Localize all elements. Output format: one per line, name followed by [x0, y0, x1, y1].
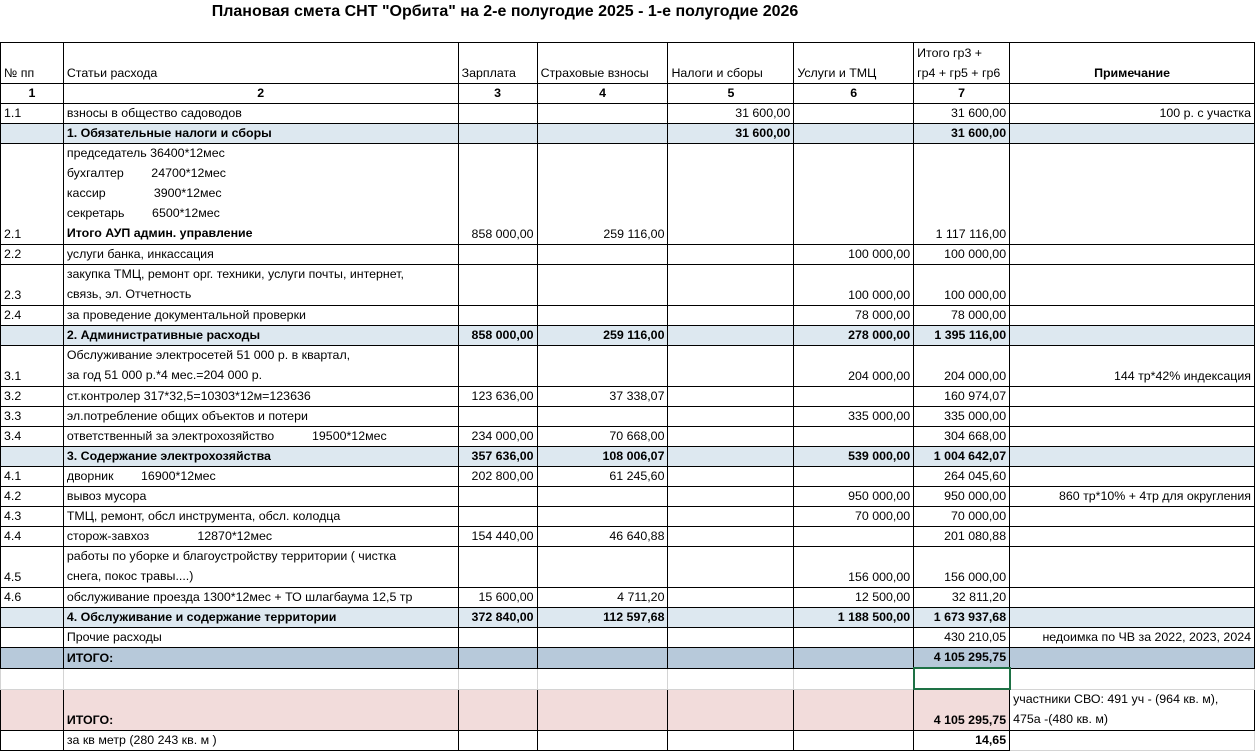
- row-salary[interactable]: 15 600,00: [458, 588, 537, 608]
- row-item[interactable]: 4. Обслуживание и содержание территории: [63, 608, 458, 628]
- row-total[interactable]: 304 668,00: [914, 427, 1010, 447]
- row-item[interactable]: сторож-завхоз 12870*12мес: [63, 527, 458, 547]
- cell[interactable]: [458, 507, 537, 527]
- cell[interactable]: [537, 648, 668, 669]
- header-row: [1, 43, 1255, 84]
- cell[interactable]: [668, 588, 794, 608]
- cell[interactable]: [668, 507, 794, 527]
- cell[interactable]: [458, 124, 537, 144]
- row-insurance[interactable]: 37 338,07: [537, 387, 668, 407]
- header-total-line2: гр4 + гр5 + гр6: [917, 66, 1001, 80]
- row-salary[interactable]: 154 440,00: [458, 527, 537, 547]
- cell[interactable]: [668, 547, 794, 588]
- row-item-line: закупка ТМЦ, ремонт орг. техники, услуги почты, интернет,: [66, 267, 404, 281]
- row-item[interactable]: услуги банка, инкассация: [63, 245, 458, 265]
- cell[interactable]: [1010, 387, 1255, 407]
- row-item-line: Обслуживание электросетей 51 000 р. в квартал,: [66, 348, 351, 362]
- cell[interactable]: [668, 527, 794, 547]
- row-item[interactable]: обслуживание проезда 1300*12мес + ТО шлагбаума 12,5 тр: [63, 588, 458, 608]
- row-num[interactable]: 3.4: [1, 427, 64, 447]
- row-total[interactable]: 14,65: [914, 730, 1010, 750]
- row-salary[interactable]: 202 800,00: [458, 467, 537, 487]
- row-services[interactable]: 278 000,00: [794, 326, 914, 346]
- cell[interactable]: [1010, 668, 1255, 689]
- header-total[interactable]: [914, 43, 1010, 84]
- cell[interactable]: [1, 447, 64, 467]
- header-num[interactable]: № пп: [1, 43, 64, 84]
- row-salary[interactable]: 123 636,00: [458, 387, 537, 407]
- row-item[interactable]: ИТОГО:: [63, 648, 458, 669]
- row-insurance[interactable]: 259 116,00: [537, 144, 668, 245]
- note-line: участники СВО: 491 уч - (964 кв. м),: [1013, 691, 1219, 706]
- cell[interactable]: [794, 668, 914, 689]
- table-row: [1, 527, 1255, 547]
- staff-line: председатель 36400*12мес: [66, 146, 225, 160]
- cell[interactable]: [1010, 84, 1255, 104]
- row-services[interactable]: 950 000,00: [794, 487, 914, 507]
- row-total[interactable]: 950 000,00: [914, 487, 1010, 507]
- cell[interactable]: [794, 144, 914, 245]
- table-row: [1, 588, 1255, 608]
- row-taxes[interactable]: 31 600,00: [668, 104, 794, 124]
- row-num[interactable]: 3.3: [1, 407, 64, 427]
- cell[interactable]: [668, 407, 794, 427]
- row-services[interactable]: 12 500,00: [794, 588, 914, 608]
- row-total[interactable]: 4 105 295,75: [914, 689, 1010, 730]
- cell[interactable]: [537, 407, 668, 427]
- cell[interactable]: [1010, 407, 1255, 427]
- table-row: [1, 387, 1255, 407]
- subtotal-row: [1, 608, 1255, 628]
- table-row: [1, 346, 1255, 387]
- cell[interactable]: [458, 407, 537, 427]
- col-number[interactable]: 7: [914, 84, 1010, 104]
- cell[interactable]: [1010, 265, 1255, 306]
- cell[interactable]: [537, 265, 668, 306]
- cell[interactable]: [537, 668, 668, 689]
- note-line: 475а -(480 кв. м): [1013, 711, 1109, 726]
- row-item[interactable]: 3. Содержание электрохозяйства: [63, 447, 458, 467]
- row-item[interactable]: [63, 265, 458, 306]
- cell[interactable]: [458, 547, 537, 588]
- row-total[interactable]: 1 673 937,68: [914, 608, 1010, 628]
- row-item-line: работы по уборке и благоустройству территории ( чистка: [66, 549, 397, 563]
- row-total[interactable]: 156 000,00: [914, 547, 1010, 588]
- row-item[interactable]: [63, 144, 458, 245]
- row-insurance[interactable]: 46 640,88: [537, 527, 668, 547]
- cell[interactable]: [1010, 447, 1255, 467]
- cell[interactable]: [537, 104, 668, 124]
- row-num[interactable]: 2.3: [1, 265, 64, 306]
- row-services[interactable]: 335 000,00: [794, 407, 914, 427]
- row-num[interactable]: 2.4: [1, 306, 64, 326]
- cell[interactable]: [537, 547, 668, 588]
- table-row: [1, 507, 1255, 527]
- cell[interactable]: [1010, 527, 1255, 547]
- row-item[interactable]: ИТОГО:: [63, 689, 458, 730]
- cell[interactable]: [668, 668, 794, 689]
- empty-row: [1, 668, 1255, 689]
- row-item-line: снега, покос травы....): [66, 569, 194, 583]
- row-salary[interactable]: 372 840,00: [458, 608, 537, 628]
- cell[interactable]: [1010, 547, 1255, 588]
- cell[interactable]: [1, 648, 64, 669]
- header-taxes[interactable]: Налоги и сборы: [668, 43, 794, 84]
- row-item[interactable]: дворник 16900*12мес: [63, 467, 458, 487]
- row-item-line: за год 51 000 р.*4 мес.=204 000 р.: [66, 368, 263, 382]
- cell[interactable]: [458, 245, 537, 265]
- cell[interactable]: [1, 689, 64, 730]
- cell[interactable]: [458, 648, 537, 669]
- cell[interactable]: [1010, 427, 1255, 447]
- subtotal-row: [1, 124, 1255, 144]
- row-total[interactable]: 100 000,00: [914, 245, 1010, 265]
- row-salary[interactable]: 234 000,00: [458, 427, 537, 447]
- row-item[interactable]: 1. Обязательные налоги и сборы: [63, 124, 458, 144]
- col-number[interactable]: 2: [63, 84, 458, 104]
- row-num[interactable]: 2.1: [1, 144, 64, 245]
- row-num[interactable]: 4.1: [1, 467, 64, 487]
- table-row: [1, 245, 1255, 265]
- row-total[interactable]: 204 000,00: [914, 346, 1010, 387]
- grand-total-row: [1, 648, 1255, 669]
- staff-line: кассир 3900*12мес: [66, 186, 222, 200]
- cell[interactable]: [668, 648, 794, 669]
- row-salary[interactable]: 858 000,00: [458, 326, 537, 346]
- row-item[interactable]: [63, 547, 458, 588]
- row-item[interactable]: ответственный за электрохозяйство 19500*12мес: [63, 427, 458, 447]
- subtotal-row: [1, 447, 1255, 467]
- row-num[interactable]: 1.1: [1, 104, 64, 124]
- cell[interactable]: [668, 467, 794, 487]
- cell[interactable]: [1010, 588, 1255, 608]
- row-insurance[interactable]: 4 711,20: [537, 588, 668, 608]
- cell[interactable]: [1010, 245, 1255, 265]
- cell[interactable]: [1, 730, 64, 750]
- cell[interactable]: [668, 245, 794, 265]
- table-row: [1, 730, 1255, 750]
- row-taxes[interactable]: 31 600,00: [668, 124, 794, 144]
- table-row: [1, 467, 1255, 487]
- cell[interactable]: [458, 628, 537, 648]
- row-num[interactable]: 4.2: [1, 487, 64, 507]
- col-number[interactable]: 1: [1, 84, 64, 104]
- cell[interactable]: [537, 245, 668, 265]
- row-item[interactable]: ст.контролер 317*32,5=10303*12м=123636: [63, 387, 458, 407]
- cell[interactable]: [668, 608, 794, 628]
- cell[interactable]: [537, 306, 668, 326]
- row-item[interactable]: Прочие расходы: [63, 628, 458, 648]
- row-num[interactable]: 3.1: [1, 346, 64, 387]
- row-item[interactable]: 2. Административные расходы: [63, 326, 458, 346]
- row-num[interactable]: 4.5: [1, 547, 64, 588]
- header-item[interactable]: Статьи расхода: [63, 43, 458, 84]
- row-total[interactable]: 335 000,00: [914, 407, 1010, 427]
- header-total-line1: Итого гр3 +: [917, 46, 983, 60]
- selected-cell[interactable]: [914, 668, 1010, 689]
- row-services[interactable]: 539 000,00: [794, 447, 914, 467]
- cell[interactable]: [537, 689, 668, 730]
- row-services[interactable]: 204 000,00: [794, 346, 914, 387]
- cell[interactable]: [794, 628, 914, 648]
- cell[interactable]: [794, 467, 914, 487]
- row-total[interactable]: 264 045,60: [914, 467, 1010, 487]
- cell[interactable]: [63, 668, 458, 689]
- cell[interactable]: [668, 730, 794, 750]
- cell[interactable]: [1, 668, 64, 689]
- cell[interactable]: [1010, 730, 1255, 750]
- header-note[interactable]: Примечание: [1010, 43, 1255, 84]
- row-services[interactable]: 156 000,00: [794, 547, 914, 588]
- row-insurance[interactable]: 108 006,07: [537, 447, 668, 467]
- row-note[interactable]: 860 тр*10% + 4тр для округления: [1010, 487, 1255, 507]
- row-num[interactable]: 2.2: [1, 245, 64, 265]
- row-note[interactable]: недоимка по ЧВ за 2022, 2023, 2024: [1010, 628, 1255, 648]
- row-total[interactable]: 430 210,05: [914, 628, 1010, 648]
- row-services[interactable]: 1 188 500,00: [794, 608, 914, 628]
- cell[interactable]: [458, 487, 537, 507]
- row-num[interactable]: 4.6: [1, 588, 64, 608]
- cell[interactable]: [794, 527, 914, 547]
- cell[interactable]: [794, 387, 914, 407]
- row-item[interactable]: эл.потребление общих объектов и потери: [63, 407, 458, 427]
- col-number[interactable]: 5: [668, 84, 794, 104]
- row-total[interactable]: 4 105 295,75: [914, 648, 1010, 669]
- cell[interactable]: [1010, 124, 1255, 144]
- staff-line: бухгалтер 24700*12мес: [66, 166, 226, 180]
- table-row: [1, 104, 1255, 124]
- cell[interactable]: [1010, 648, 1255, 669]
- row-total[interactable]: 32 811,20: [914, 588, 1010, 608]
- row-salary[interactable]: 858 000,00: [458, 144, 537, 245]
- row-note[interactable]: 100 р. с участка: [1010, 104, 1255, 124]
- row-total[interactable]: 1 004 642,07: [914, 447, 1010, 467]
- cell[interactable]: [794, 427, 914, 447]
- cell[interactable]: [1, 608, 64, 628]
- table-row: [1, 547, 1255, 588]
- table-row: [1, 407, 1255, 427]
- row-item[interactable]: за проведение документальной проверки: [63, 306, 458, 326]
- row-services[interactable]: 100 000,00: [794, 265, 914, 306]
- table-row: [1, 487, 1255, 507]
- cell[interactable]: [537, 124, 668, 144]
- cell[interactable]: [458, 689, 537, 730]
- cell[interactable]: [458, 265, 537, 306]
- cell[interactable]: [794, 104, 914, 124]
- col-number[interactable]: 6: [794, 84, 914, 104]
- total-row-pink: [1, 689, 1255, 730]
- col-number[interactable]: 3: [458, 84, 537, 104]
- row-total[interactable]: 1 117 116,00: [914, 144, 1010, 245]
- row-item[interactable]: [63, 346, 458, 387]
- cell[interactable]: [458, 730, 537, 750]
- row-services[interactable]: 100 000,00: [794, 245, 914, 265]
- cell[interactable]: [537, 507, 668, 527]
- cell[interactable]: [458, 346, 537, 387]
- cell[interactable]: [668, 628, 794, 648]
- sheet-title: Плановая смета СНТ "Орбита" на 2-е полугодие 2025 - 1-е полугодие 2026: [211, 3, 799, 20]
- row-services[interactable]: 78 000,00: [794, 306, 914, 326]
- row-total[interactable]: 31 600,00: [914, 104, 1010, 124]
- row-total[interactable]: 201 080,88: [914, 527, 1010, 547]
- cell[interactable]: [1010, 326, 1255, 346]
- row-item[interactable]: за кв метр (280 243 кв. м ): [63, 730, 458, 750]
- cell[interactable]: [1, 628, 64, 648]
- column-number-row: [1, 84, 1255, 104]
- row-total[interactable]: 31 600,00: [914, 124, 1010, 144]
- cell[interactable]: [1010, 608, 1255, 628]
- header-insurance[interactable]: Страховые взносы: [537, 43, 668, 84]
- cell[interactable]: [668, 346, 794, 387]
- row-note[interactable]: 144 тр*42% индексация: [1010, 346, 1255, 387]
- cell[interactable]: [458, 104, 537, 124]
- row-item-label: Итого АУП админ. управление: [66, 226, 253, 240]
- cell[interactable]: [794, 648, 914, 669]
- table-row: [1, 427, 1255, 447]
- row-total[interactable]: 1 395 116,00: [914, 326, 1010, 346]
- row-insurance[interactable]: 112 597,68: [537, 608, 668, 628]
- cell[interactable]: [668, 689, 794, 730]
- header-salary[interactable]: Зарплата: [458, 43, 537, 84]
- cell[interactable]: [537, 628, 668, 648]
- cell[interactable]: [668, 306, 794, 326]
- table-row: [1, 144, 1255, 245]
- row-salary[interactable]: 357 636,00: [458, 447, 537, 467]
- cell[interactable]: [668, 427, 794, 447]
- col-number[interactable]: 4: [537, 84, 668, 104]
- cell[interactable]: [458, 668, 537, 689]
- subtotal-row: [1, 326, 1255, 346]
- cell[interactable]: [458, 306, 537, 326]
- row-note[interactable]: [1010, 689, 1255, 730]
- estimate-table: [0, 42, 1255, 751]
- row-total[interactable]: 78 000,00: [914, 306, 1010, 326]
- table-row: [1, 628, 1255, 648]
- cell[interactable]: [668, 265, 794, 306]
- row-total[interactable]: 70 000,00: [914, 507, 1010, 527]
- row-insurance[interactable]: 259 116,00: [537, 326, 668, 346]
- cell[interactable]: [668, 447, 794, 467]
- cell[interactable]: [668, 326, 794, 346]
- row-services[interactable]: 70 000,00: [794, 507, 914, 527]
- row-total[interactable]: 160 974,07: [914, 387, 1010, 407]
- cell[interactable]: [1, 124, 64, 144]
- row-num[interactable]: 3.2: [1, 387, 64, 407]
- cell[interactable]: [1010, 467, 1255, 487]
- row-num[interactable]: 4.4: [1, 527, 64, 547]
- cell[interactable]: [537, 346, 668, 387]
- header-services[interactable]: Услуги и ТМЦ: [794, 43, 914, 84]
- cell[interactable]: [668, 387, 794, 407]
- cell[interactable]: [668, 144, 794, 245]
- cell[interactable]: [794, 124, 914, 144]
- row-item[interactable]: взносы в общество садоводов: [63, 104, 458, 124]
- row-insurance[interactable]: 70 668,00: [537, 427, 668, 447]
- row-num[interactable]: 4.3: [1, 507, 64, 527]
- cell[interactable]: [1010, 144, 1255, 245]
- row-item-line: связь, эл. Отчетность: [66, 287, 192, 301]
- table-row: [1, 265, 1255, 306]
- cell[interactable]: [794, 730, 914, 750]
- row-total[interactable]: 100 000,00: [914, 265, 1010, 306]
- cell[interactable]: [1, 326, 64, 346]
- cell[interactable]: [668, 487, 794, 507]
- cell[interactable]: [1010, 306, 1255, 326]
- cell[interactable]: [537, 487, 668, 507]
- table-row: [1, 306, 1255, 326]
- cell[interactable]: [537, 730, 668, 750]
- row-insurance[interactable]: 61 245,60: [537, 467, 668, 487]
- row-item[interactable]: вывоз мусора: [63, 487, 458, 507]
- cell[interactable]: [794, 689, 914, 730]
- row-item[interactable]: ТМЦ, ремонт, обсл инструмента, обсл. колодца: [63, 507, 458, 527]
- staff-line: секретарь 6500*12мес: [66, 206, 220, 220]
- cell[interactable]: [1010, 507, 1255, 527]
